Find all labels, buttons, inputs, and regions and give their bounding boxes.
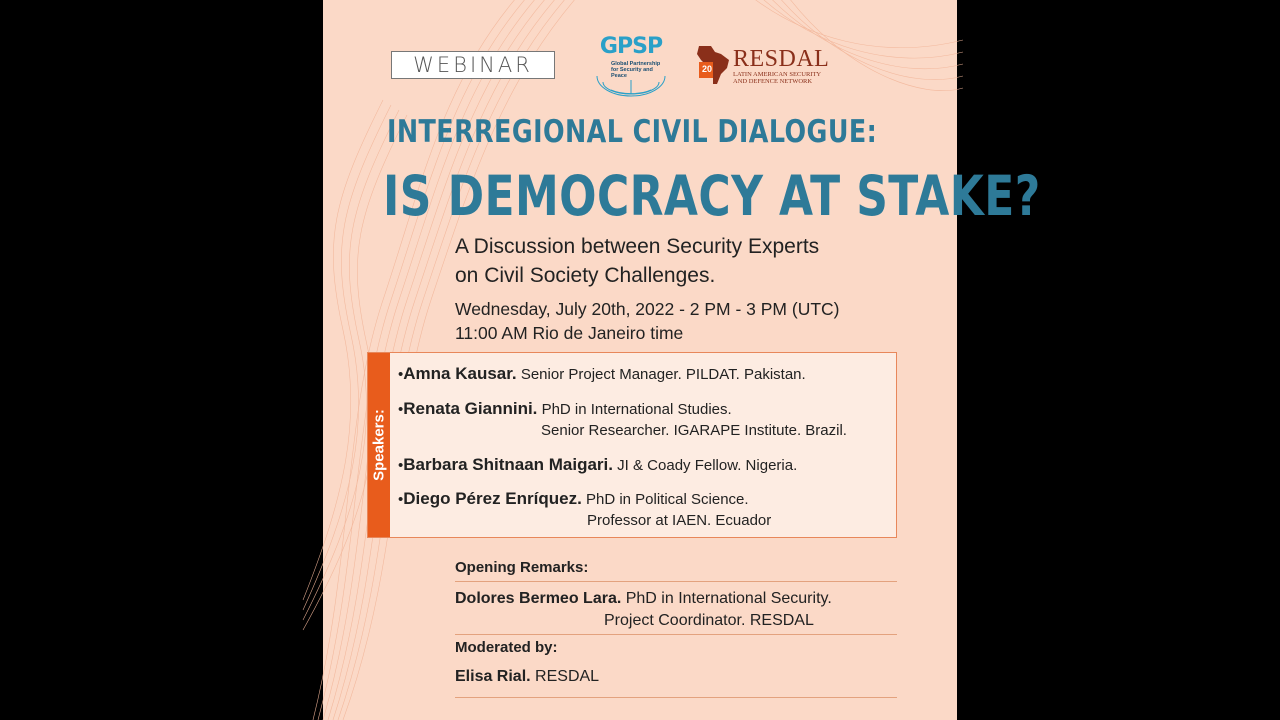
description-line-1: A Discussion between Security Experts [455,235,820,258]
opening-role: PhD in International Security. [625,590,832,607]
opening-name: Dolores Bermeo Lara. [455,590,622,607]
speaker-role: JI & Coady Fellow. Nigeria. [617,457,798,474]
title-line-2: IS DEMOCRACY AT STAKE? [383,164,1041,228]
speaker-role: PhD in International Studies. [541,401,732,418]
speaker-name: Amna Kausar. [403,364,517,383]
speakers-label: Speakers: [370,409,388,481]
speakers-tab [368,353,390,537]
gpsp-logo [591,34,671,96]
webinar-poster [323,0,1041,720]
divider [455,697,897,698]
moderator-name: Elisa Rial. [455,668,531,685]
resdal-logo [695,44,835,89]
speaker-item: •Amna Kausar. Senior Project Manager. PILDAT. Pakistan. [398,364,806,383]
schedule-date: Wednesday, July 20th, 2022 - 2 PM - 3 PM (UTC) [455,299,840,319]
speaker-item: •Barbara Shitnaan Maigari. JI & Coady Fellow. Nigeria. [398,455,798,474]
moderator [455,668,599,686]
speaker-name: Renata Giannini. [403,399,538,418]
opening-role-cont: Project Coordinator. RESDAL [604,612,814,629]
description-line-2: on Civil Society Challenges. [455,264,716,287]
resdal-logo-subtitle: LATIN AMERICAN SECURITY AND DEFENCE NETWORK [733,71,821,85]
speakers-box [367,352,897,538]
speaker-role-cont: Professor at IAEN. Ecuador [587,512,772,529]
resdal-logo-name: RESDAL [733,46,830,72]
divider [455,581,897,582]
gpsp-logo-subtitle: Global Partnership for Security and Peace [611,61,661,79]
speaker-item: •Diego Pérez Enríquez. PhD in Political Science. Professor at IAEN. Ecuador [398,488,749,511]
resdal-badge: 20 [701,64,712,74]
description [455,232,819,290]
gpsp-logo-title: GPSP [599,34,663,59]
moderator-org: RESDAL [535,668,600,685]
title-line-1: INTERREGIONAL CIVIL DIALOGUE: [387,114,878,150]
moderation-heading: Moderated by: [455,639,558,656]
opening-heading: Opening Remarks: [455,559,589,576]
opening-speaker [455,588,832,629]
schedule [455,297,840,345]
divider [455,634,897,635]
speaker-role-cont: Senior Researcher. IGARAPE Institute. Brazil. [541,422,847,439]
speaker-item: •Renata Giannini. PhD in International Studies. Senior Researcher. IGARAPE Institute. Brazil. [398,398,732,421]
webinar-label: WEBINAR [391,51,555,79]
speaker-role: PhD in Political Science. [585,491,749,508]
speaker-name: Diego Pérez Enríquez. [403,489,582,508]
speaker-role: Senior Project Manager. PILDAT. Pakistan. [520,366,806,383]
speaker-name: Barbara Shitnaan Maigari. [403,455,613,474]
schedule-local-time: 11:00 AM Rio de Janeiro time [455,323,684,343]
